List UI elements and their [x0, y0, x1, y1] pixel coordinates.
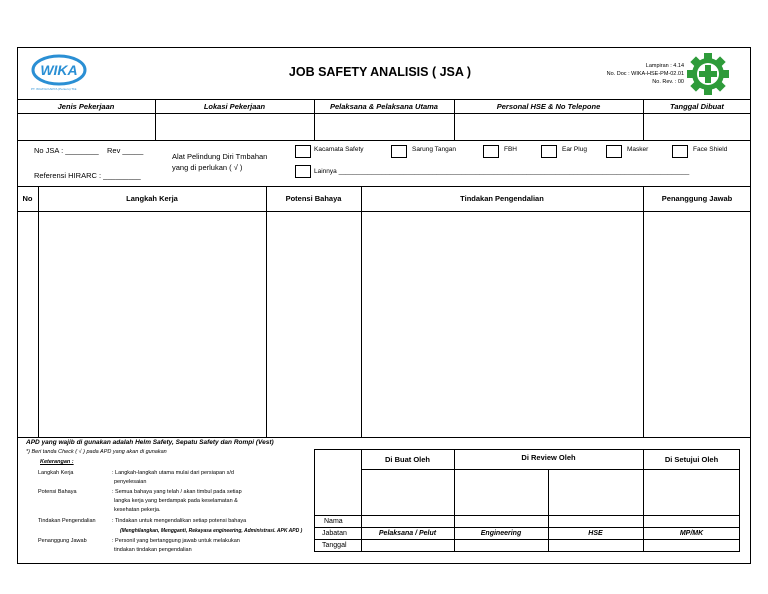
signature-area-hse[interactable]	[549, 470, 643, 515]
role-pelaksana: Pelaksana / Pelut	[378, 530, 437, 537]
rev-field[interactable]: Rev _____	[107, 146, 144, 155]
signature-area-engineering[interactable]	[455, 470, 548, 515]
check-note: *) Beri tanda Check ( √ ) pada APD yang akan di gunakan	[26, 449, 167, 455]
cell-potensi-bahaya[interactable]	[267, 212, 361, 437]
note-term-tindakan-pengendalian: Tindakan Pengendalian	[38, 518, 96, 524]
role-mpmk: MP/MK	[679, 530, 704, 537]
cell-no[interactable]	[18, 212, 38, 437]
revision-text: No. Rev. : 00	[652, 79, 684, 85]
checkbox-masker[interactable]	[606, 145, 622, 158]
checkbox-fbh[interactable]	[483, 145, 499, 158]
header-pelaksana: Pelaksana & Pelaksana Utama	[330, 102, 438, 111]
note-term-langkah-kerja: Langkah Kerja	[38, 470, 74, 476]
header-dibuat-oleh: Di Buat Oleh	[384, 455, 430, 464]
apd-label: Alat Pelindung Diri Tmbahan	[172, 152, 268, 161]
note-desc-penanggung-jawab-2: tindakan tindakan pengendalian	[114, 547, 192, 553]
checkbox-kacamata-safety[interactable]	[295, 145, 311, 158]
header-personal-hse: Personal HSE & No Telepone	[496, 102, 601, 111]
tanggal-dibuat-field[interactable]	[644, 114, 750, 139]
checkbox-lainnya[interactable]	[295, 165, 311, 178]
label-tanggal: Tanggal	[322, 542, 347, 549]
note-desc-potensi-bahaya: : Semua bahaya yang telah / akan timbul pada setiap	[112, 489, 242, 495]
checkbox-sarung-tangan[interactable]	[391, 145, 407, 158]
safety-gear-cross-icon	[686, 52, 730, 96]
cell-tindakan-pengendalian[interactable]	[362, 212, 643, 437]
label-nama: Nama	[324, 518, 343, 525]
personal-hse-field[interactable]	[455, 114, 642, 139]
label-jabatan: Jabatan	[322, 530, 347, 537]
option-kacamata-safety: Kacamata Safety	[314, 146, 364, 153]
option-fbh: FBH	[504, 146, 517, 153]
role-hse: HSE	[588, 530, 603, 537]
note-desc-tindakan-pengendalian: : Tindakan untuk mengendalikan setiap potensi bahaya	[112, 518, 247, 524]
column-header-langkah-kerja: Langkah Kerja	[126, 194, 178, 203]
checkbox-face-shield[interactable]	[672, 145, 688, 158]
header-direview-oleh: Di Review Oleh	[521, 453, 576, 462]
header-lokasi-pekerjaan: Lokasi Pekerjaan	[203, 102, 266, 111]
wika-logo	[30, 53, 88, 91]
cell-penanggung-jawab[interactable]	[644, 212, 750, 437]
note-desc-potensi-bahaya-2: langka kerja yang berdampak pada keselamatan &	[114, 498, 238, 504]
option-masker: Masker	[627, 146, 649, 153]
option-sarung-tangan: Sarung Tangan	[412, 146, 456, 153]
note-desc-langkah-kerja-2: penyelesaian	[114, 479, 147, 485]
no-jsa-field[interactable]: No JSA : ________	[34, 146, 99, 155]
column-header-tindakan-pengendalian: Tindakan Pengendalian	[460, 194, 544, 203]
svg-text:WIKA: WIKA	[40, 62, 78, 78]
logo-subtext: PT. WIJAYA KARYA (Persero) Tbk.	[31, 87, 78, 91]
header-disetujui-oleh: Di Setujui Oleh	[664, 455, 719, 464]
keterangan-heading: Keterangan :	[40, 459, 74, 465]
column-header-penanggung-jawab: Penanggung Jawab	[661, 194, 733, 203]
column-header-potensi-bahaya: Potensi Bahaya	[285, 194, 342, 203]
note-term-potensi-bahaya: Potensi Bahaya	[38, 489, 77, 495]
signature-area-dibuat[interactable]	[362, 470, 454, 515]
apd-wajib-note: APD yang wajib di gunakan adalah Helm Safety, Sepatu Safety dan Rompi (Vest)	[26, 439, 274, 446]
option-face-shield: Face Shield	[693, 146, 728, 153]
note-desc-potensi-bahaya-3: kesehatan pekerja.	[114, 507, 161, 513]
jenis-pekerjaan-field[interactable]	[18, 114, 154, 139]
note-term-penanggung-jawab: Penanggung Jawab	[38, 538, 87, 544]
referensi-hirarc-field[interactable]: Referensi HIRARC : _________	[34, 171, 141, 180]
header-tanggal-dibuat: Tanggal Dibuat	[670, 102, 724, 111]
note-desc-tindakan-pengendalian-2: (Menghilangkan, Mengganti, Rekayasa engineering, Administrasi. APK APD )	[120, 528, 303, 534]
apd-label-sub: yang di perlukan ( √ )	[172, 163, 243, 172]
lampiran-text: Lampiran : 4.14	[645, 63, 684, 69]
doc-number-text: No. Doc : WIKA-HSE-PM-02.01	[606, 71, 684, 77]
form-title: JOB SAFETY ANALISIS ( JSA )	[288, 65, 472, 79]
column-header-no: No	[22, 194, 33, 203]
lokasi-pekerjaan-field[interactable]	[156, 114, 313, 139]
signature-area-disetujui[interactable]	[644, 470, 740, 515]
option-ear-plug: Ear Plug	[562, 146, 587, 153]
pelaksana-field[interactable]	[315, 114, 453, 139]
checkbox-ear-plug[interactable]	[541, 145, 557, 158]
header-jenis-pekerjaan: Jenis Pekerjaan	[57, 102, 115, 111]
note-desc-langkah-kerja: : Langkah-langkah utama mulai dari persiapan s/d	[112, 470, 234, 476]
role-engineering: Engineering	[480, 530, 522, 537]
note-desc-penanggung-jawab: : Personil yang bertanggung jawab untuk melakukan	[112, 538, 240, 544]
cell-langkah-kerja[interactable]	[39, 212, 266, 437]
option-lainnya[interactable]: Lainnya _________________________________________________________________________________________________	[314, 168, 690, 175]
